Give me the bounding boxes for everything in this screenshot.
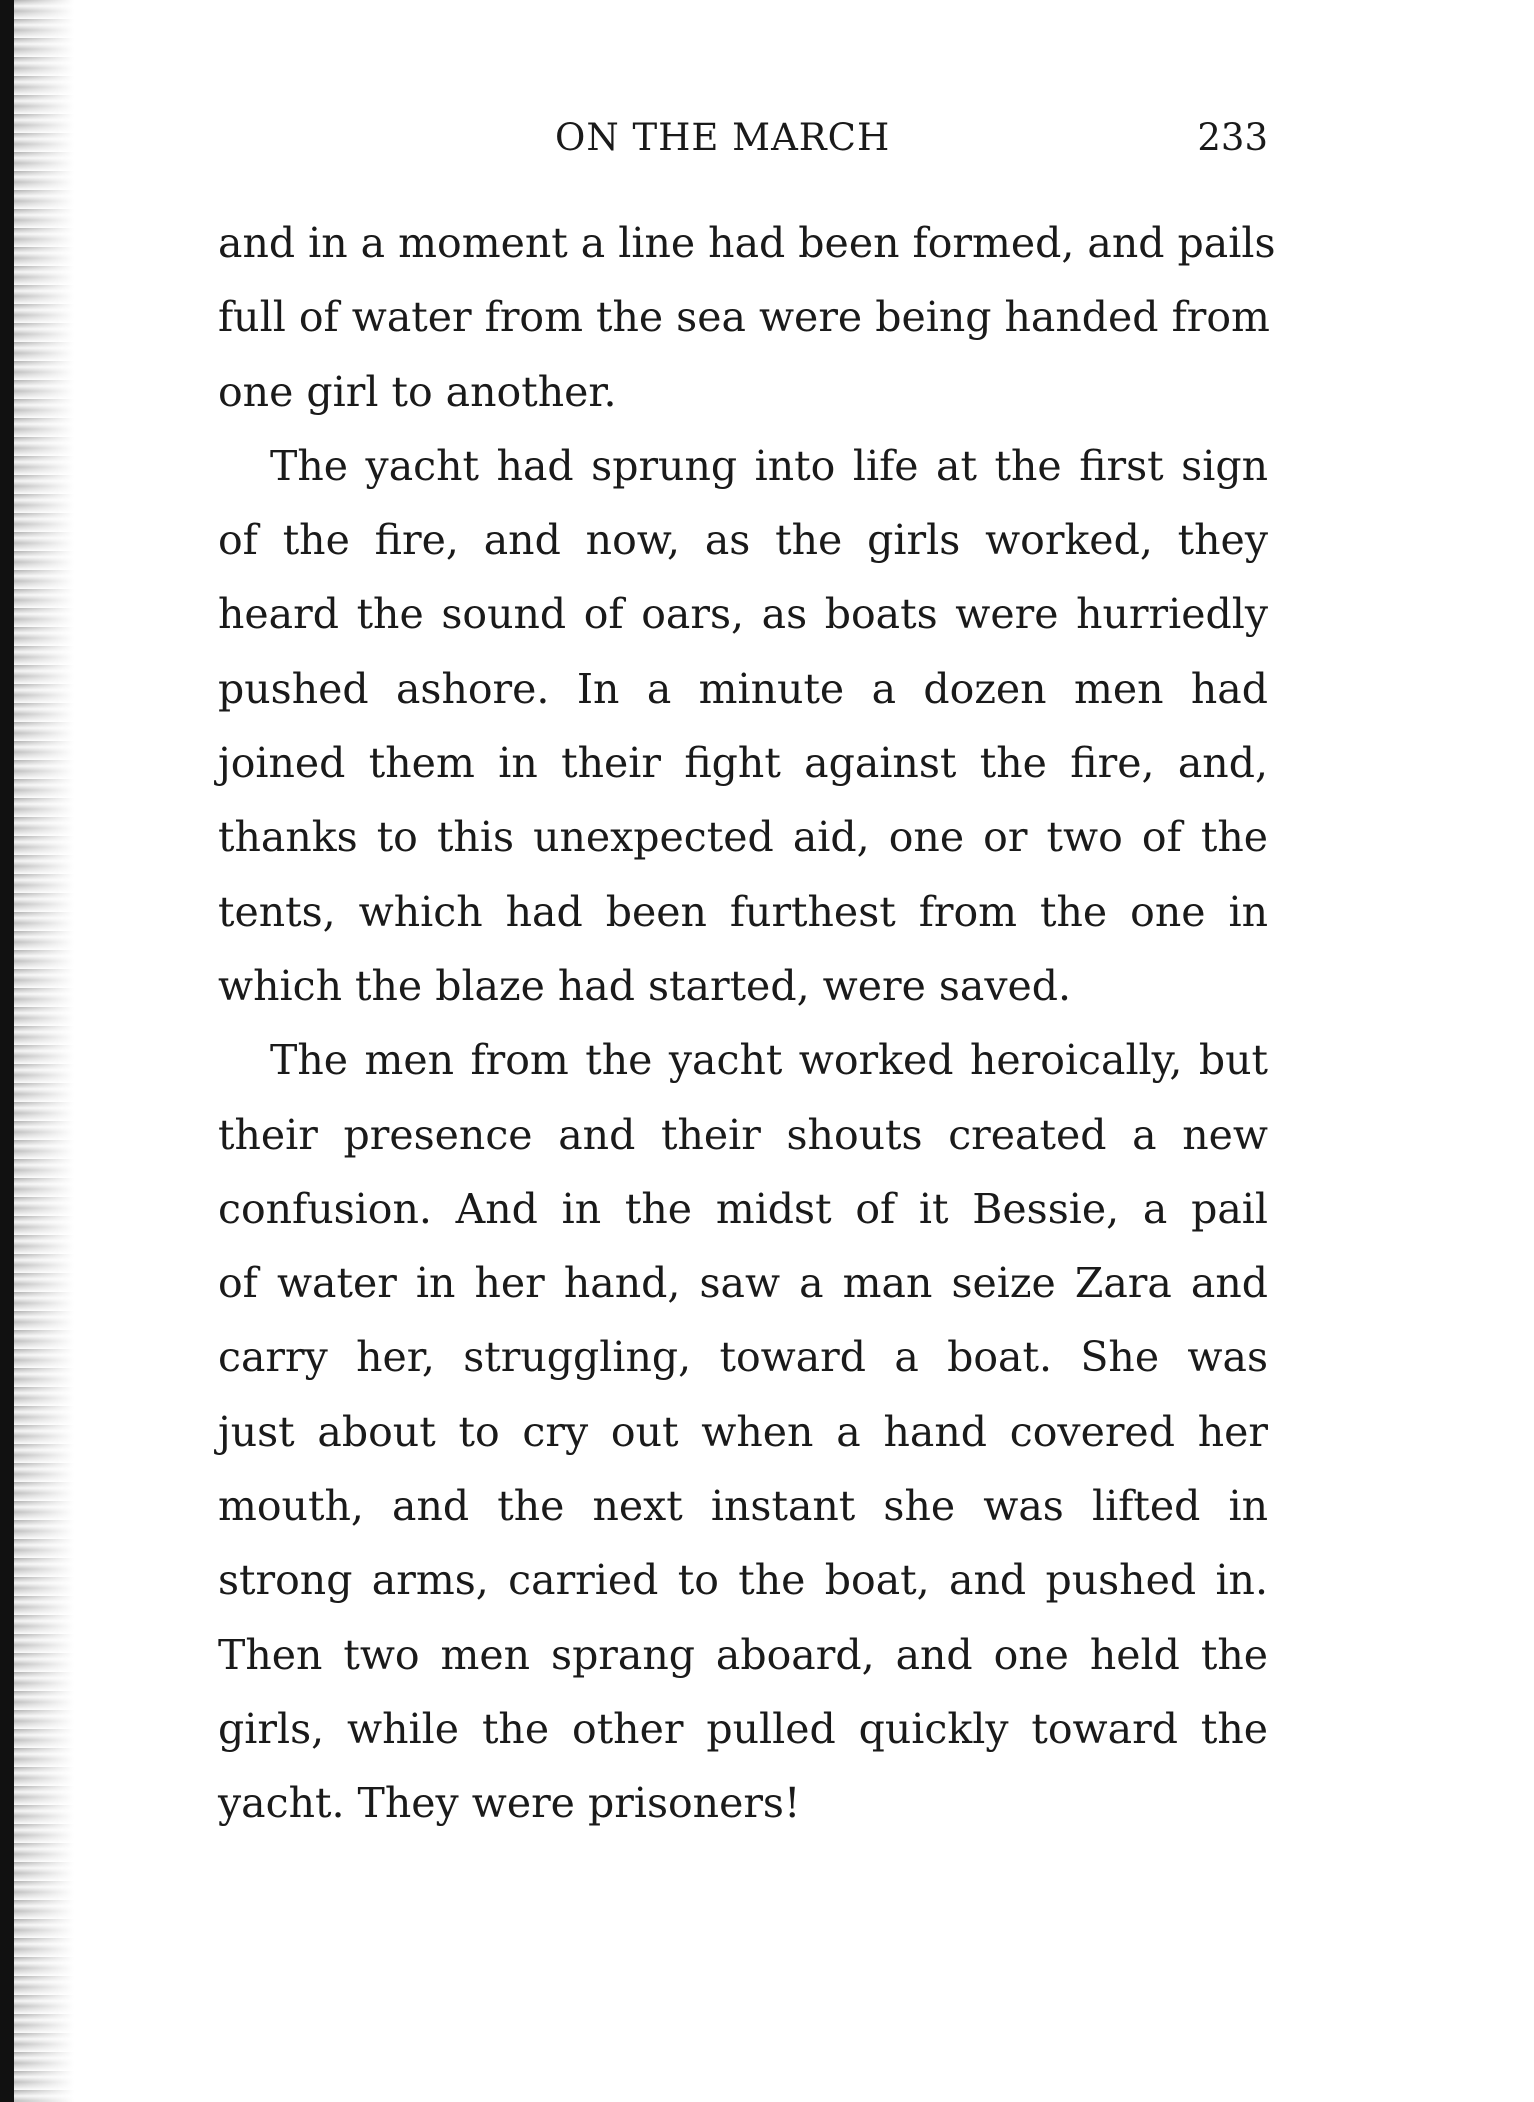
- text-line: thanks to this unexpected aid, one or two of the: [218, 813, 1268, 862]
- text-line: carry her, struggling, toward a boat. She was: [218, 1333, 1268, 1382]
- text-line: heard the sound of oars, as boats were hurriedly: [218, 590, 1268, 639]
- text-line: pushed ashore. In a minute a dozen men had: [218, 664, 1268, 713]
- text-line: just about to cry out when a hand covered her: [218, 1407, 1268, 1456]
- body-text: [218, 206, 1276, 1841]
- text-line: which the blaze had started, were saved.: [218, 961, 1072, 1010]
- text-line: yacht. They were prisoners!: [218, 1779, 801, 1828]
- text-line: confusion. And in the midst of it Bessie, a pail: [218, 1184, 1268, 1233]
- page-number: 233: [1197, 116, 1268, 159]
- running-title: ON THE MARCH: [555, 116, 891, 159]
- text-line: of the fire, and now, as the girls worked, they: [218, 516, 1268, 565]
- page-header: [218, 112, 1268, 164]
- text-line: mouth, and the next instant she was lifted in: [218, 1482, 1268, 1531]
- text-line: Then two men sprang aboard, and one held the: [218, 1630, 1268, 1679]
- text-line: The men from the yacht worked heroically, but: [270, 1036, 1268, 1085]
- text-line: of water in her hand, saw a man seize Zara and: [218, 1259, 1268, 1308]
- text-line: full of water from the sea were being handed from: [218, 293, 1270, 342]
- text-line: strong arms, carried to the boat, and pushed in.: [218, 1556, 1268, 1605]
- gutter-shadow: [14, 0, 74, 2102]
- text-line: The yacht had sprung into life at the first sign: [270, 441, 1268, 490]
- binding-gutter: [0, 0, 14, 2102]
- text-line: one girl to another.: [218, 367, 617, 416]
- text-line: joined them in their fight against the fire, and,: [218, 739, 1268, 788]
- text-line: their presence and their shouts created a new: [218, 1110, 1268, 1159]
- text-line: and in a moment a line had been formed, and pails: [218, 219, 1276, 267]
- text-line: tents, which had been furthest from the one in: [218, 887, 1268, 936]
- text-line: girls, while the other pulled quickly toward the: [218, 1704, 1268, 1753]
